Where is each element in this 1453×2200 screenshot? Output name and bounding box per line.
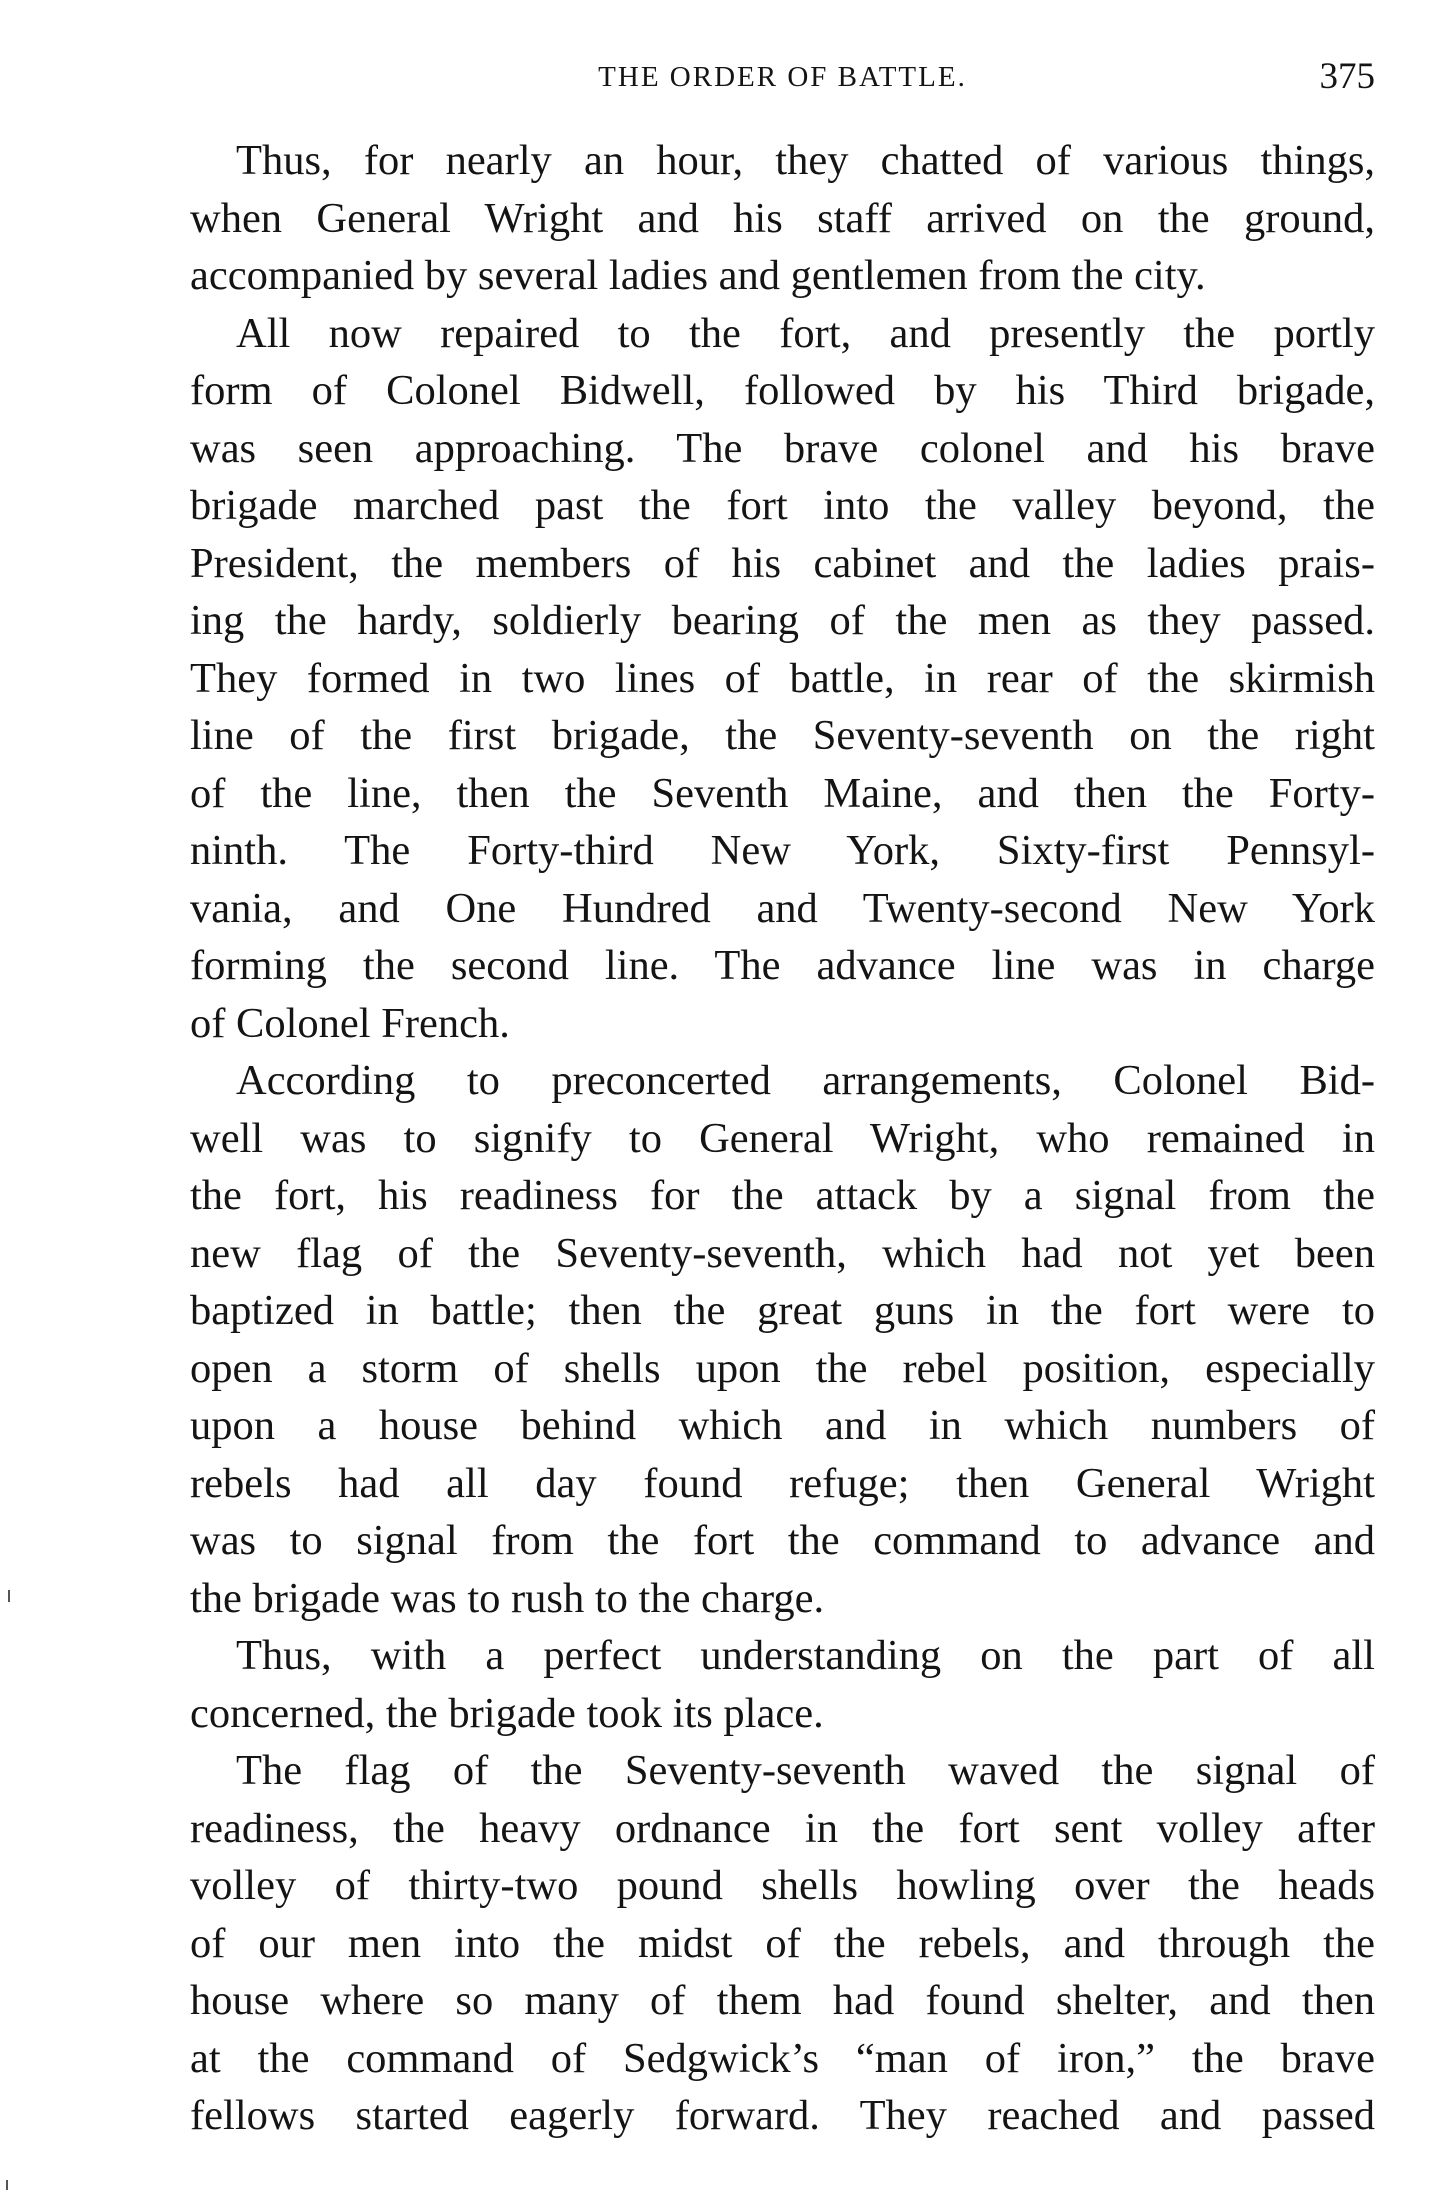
- text-line: form of Colonel Bidwell, followed by his Third brigade,: [190, 367, 1375, 414]
- text-line: open a storm of shells upon the rebel position, especially: [190, 1344, 1375, 1392]
- text-line: upon a house behind which and in which numbers of: [190, 1402, 1375, 1449]
- text-line: accompanied by several ladies and gentlemen from the city.: [190, 252, 1206, 299]
- text-line: new flag of the Seventy-seventh, which had not yet been: [190, 1229, 1375, 1277]
- text-line: brigade marched past the fort into the valley beyond, the: [190, 482, 1375, 529]
- text-line: the brigade was to rush to the charge.: [190, 1574, 825, 1622]
- text-line: ing the hardy, soldierly bearing of the men as they passed.: [190, 597, 1375, 644]
- text-line: baptized in battle; then the great guns in the fort were to: [190, 1287, 1375, 1334]
- text-line: when General Wright and his staff arrived on the ground,: [190, 194, 1375, 242]
- text-line: line of the first brigade, the Seventy-seventh on the right: [190, 712, 1375, 759]
- text-line: ninth. The Forty-third New York, Sixty-first Pennsyl-: [190, 827, 1375, 874]
- text-line: well was to signify to General Wright, who remained in: [190, 1114, 1375, 1162]
- text-line: fellows started eagerly forward. They reached and passed: [190, 2092, 1375, 2139]
- text-line: President, the members of his cabinet and the ladies prais-: [190, 539, 1375, 587]
- text-line: The flag of the Seventy-seventh waved the signal of: [236, 1747, 1375, 1794]
- text-line: was to signal from the fort the command to advance and: [190, 1517, 1375, 1564]
- text-line: of our men into the midst of the rebels, and through the: [190, 1919, 1375, 1967]
- text-line: All now repaired to the fort, and presently the portly: [236, 309, 1375, 357]
- margin-mark: [6, 2180, 8, 2190]
- text-line: readiness, the heavy ordnance in the fort sent volley after: [190, 1804, 1375, 1852]
- text-line: was seen approaching. The brave colonel and his brave: [190, 424, 1375, 472]
- text-line: the fort, his readiness for the attack by a signal from the: [190, 1172, 1375, 1219]
- text-line: of Colonel French.: [190, 999, 510, 1047]
- text-line: house where so many of them had found shelter, and then: [190, 1977, 1375, 2024]
- text-line: Thus, for nearly an hour, they chatted of various things,: [236, 137, 1375, 184]
- body-text: [190, 132, 1375, 2145]
- margin-mark: [8, 1590, 10, 1602]
- running-head: [190, 52, 1375, 102]
- running-title: THE ORDER OF BATTLE.: [598, 61, 967, 93]
- text-line: rebels had all day found refuge; then General Wright: [190, 1459, 1375, 1507]
- text-line: forming the second line. The advance line was in charge: [190, 942, 1375, 989]
- text-line: of the line, then the Seventh Maine, and then the Forty-: [190, 769, 1375, 817]
- text-line: at the command of Sedgwick’s “man of iron,” the brave: [190, 2034, 1375, 2082]
- text-line: volley of thirty-two pound shells howling over the heads: [190, 1862, 1375, 1909]
- page-number: 375: [1319, 56, 1375, 97]
- text-line: According to preconcerted arrangements, Colonel Bid-: [236, 1057, 1375, 1104]
- text-line: They formed in two lines of battle, in rear of the skirmish: [190, 654, 1375, 702]
- text-line: vania, and One Hundred and Twenty-second New York: [190, 884, 1375, 932]
- text-line: concerned, the brigade took its place.: [190, 1689, 824, 1737]
- text-line: Thus, with a perfect understanding on the part of all: [236, 1632, 1375, 1679]
